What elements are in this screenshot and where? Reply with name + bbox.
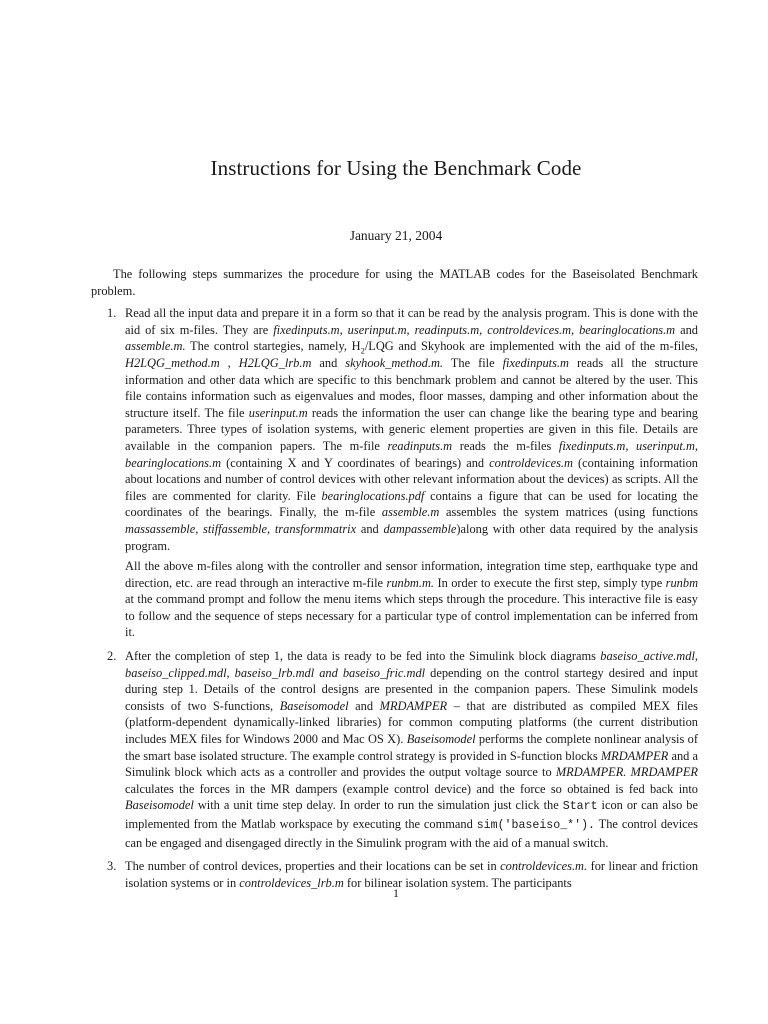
text-span: for bilinear isolation system. The participants (343, 875, 572, 890)
text-span: reads all the structure information and other data which are specific to this benchmark problem and cannot be altered by the user. This file contains information such as eigenvalues and modes, floor masses, damping and other information about the structure itself. The file (125, 355, 699, 420)
document-body (91, 266, 698, 898)
text-span: and a Simulink block which acts as a controller and provides the output voltage source to (125, 748, 698, 780)
text-span: The control startegies, namely, H (185, 339, 361, 354)
file-name: controldevices.m. (500, 859, 588, 874)
code-sim-command: sim('baseiso_*'). (476, 819, 595, 832)
text-span: for linear and friction isolation systems or in (125, 859, 699, 890)
text-span: and (675, 322, 698, 337)
file-name: controldevices_lrb.m (239, 875, 344, 890)
text-span: assembles the system matrices (using functions (439, 505, 698, 520)
model-name: MRDAMPER (379, 698, 448, 713)
file-name: controldevices.m (489, 455, 573, 470)
step-number: 3. (107, 859, 117, 874)
text-span: All the above m-files along with the controller and sensor information, integration time step, earthquake type and direction, etc. are read through an interactive m-file (125, 559, 698, 590)
text-span: (containing X and Y coordinates of bearings) and (221, 455, 490, 470)
file-name: H2LQG_lrb.m (238, 355, 312, 370)
steps-list (91, 305, 698, 891)
text-span: and (311, 355, 346, 370)
function-names: massassemble, stiffassemble, transformmatrix (125, 521, 357, 536)
text-span: – that are distributed as compiled MEX files (platform-dependent dynamically-linked libraries) for common computing platforms (the current distribution includes MEX files for Windows 2000 and Mac OS X). (125, 698, 698, 747)
file-name: bearinglocations.pdf (321, 488, 425, 503)
file-name: baseiso_active.mdl, baseiso_clipped.mdl, baseiso_lrb.mdl and baseiso_fric.mdl (125, 649, 698, 680)
file-name: fixedinputs.m, userinput.m, bearinglocations.m (125, 438, 698, 470)
file-name: fixedinputs.m (502, 355, 569, 370)
step-number: 2. (107, 649, 117, 664)
file-name: assemble.m (381, 505, 440, 520)
text-span: Read all the input data and prepare it in a form so that it can be read by the analysis program. This is done with the aid of six m-files. They are (125, 306, 698, 337)
model-name: Baseisomodel (406, 732, 476, 747)
text-span: reads the m-files (452, 438, 559, 453)
text-span: , (219, 355, 239, 370)
step-2-paragraph-1 (125, 648, 698, 851)
text-span: The file (443, 355, 503, 370)
file-name: readinputs.m (387, 438, 453, 453)
model-name: Baseisomodel (279, 698, 349, 713)
text-span: In order to execute the first step, simply type (434, 575, 666, 590)
list-item-step-2 (91, 648, 698, 851)
text-span: contains a figure that can be used for locating the coordinates of the bearings. Finally, the m-file (125, 488, 698, 520)
text-span: with a unit time step delay. In order to run the simulation just click the (193, 798, 563, 813)
file-name: userinput.m (248, 405, 308, 420)
code-start: Start (562, 800, 598, 814)
file-name: runbm.m. (386, 575, 435, 590)
text-span: )along with other data required by the analysis program. (125, 521, 698, 553)
text-span: calculates the forces in the MR dampers (example control device) and the force so obtained is fed back into (125, 781, 698, 796)
command-name: runbm (665, 575, 699, 590)
page-number: 1 (393, 886, 399, 900)
text-span: The number of control devices, properties and their locations can be set in (125, 859, 501, 874)
function-name: dampassemble (383, 521, 457, 536)
model-name: MRDAMPER. MRDAMPER (555, 765, 698, 780)
model-name: MRDAMPER (600, 748, 669, 763)
text-span: performs the complete nonlinear analysis of the smart base isolated structure. The example control strategy is provided in S-function blocks (125, 732, 698, 763)
file-name: assemble.m. (125, 339, 186, 354)
subscript: 2 (360, 345, 365, 356)
text-span: icon or can also be implemented from the Matlab workspace by executing the command (125, 798, 698, 831)
text-span: and (348, 698, 380, 713)
text-span: The control devices can be engaged and disengaged directly in the Simulink program with the aid of a manual switch. (125, 817, 698, 850)
text-span: and (356, 521, 384, 536)
text-span: /LQG and Skyhook are implemented with the aid of the m-files, (364, 339, 699, 354)
model-name: Baseisomodel (125, 798, 194, 813)
text-span: After the completion of step 1, the data is ready to be fed into the Simulink block diagrams (125, 649, 601, 664)
file-name: skyhook_method.m. (345, 355, 444, 370)
text-span: at the command prompt and follow the menu items which steps through the procedure. This interactive file is easy to follow and the sequence of steps necessary for a particular type of control implementation can be inferred from it. (125, 592, 698, 640)
list-item-step-1 (91, 305, 698, 641)
step-1-paragraph-2 (125, 558, 698, 641)
step-1-paragraph-1 (125, 305, 698, 554)
text-span: reads the information the user can change like the bearing type and bearing parameters. Three types of isolation systems, with generic element properties are given in this file. Details are available in the companion papers. The m-file (125, 405, 698, 453)
document-title: Instructions for Using the Benchmark Code (210, 156, 582, 180)
file-name: H2LQG_method.m (125, 355, 220, 370)
document-date: January 21, 2004 (349, 228, 443, 243)
text-span: (containing information about locations and number of control devices with other relevant information about the devices) as scripts. All the files are commented for clarity. File (125, 455, 698, 503)
intro-paragraph: The following steps summarizes the procedure for using the MATLAB codes for the Baseisolated Benchmark problem. (91, 267, 698, 298)
file-name: fixedinputs.m, userinput.m, readinputs.m, controldevices.m, bearinglocations.m (273, 322, 676, 337)
step-number: 1. (107, 306, 117, 321)
text-span: depending on the control startegy desired and input during step 1. Details of the control designs are presented in the companion papers. These Simulink models consists of two S-functions, (125, 665, 699, 713)
